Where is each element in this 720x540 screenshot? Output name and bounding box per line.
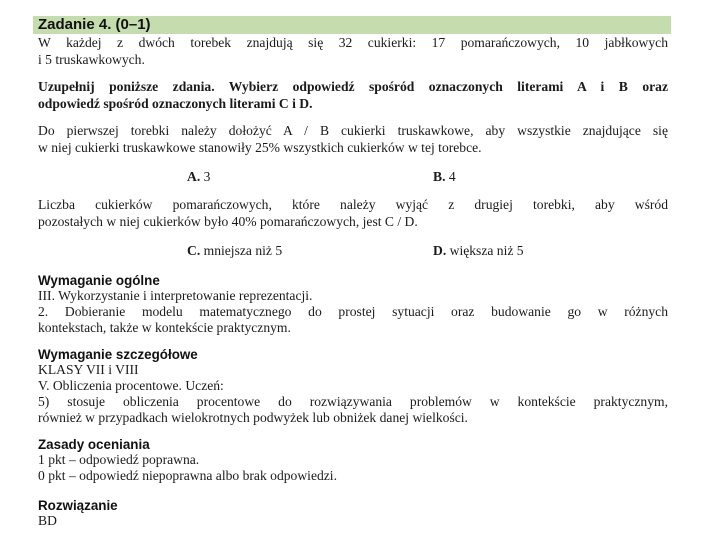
- detailed-requirement-body: [38, 362, 668, 426]
- intro-line: i 5 truskawkowych.: [38, 51, 145, 67]
- task-intro: [38, 35, 668, 68]
- requirement-line: 5) stosuje obliczenia procentowe do rozwiązywania problemów w kontekście praktycznym,: [38, 394, 668, 409]
- requirement-line: kontekstach, także w kontekście praktycznym.: [38, 320, 291, 335]
- intro-line: W każdej z dwóch torebek znajdują się 32 cukierki: 17 pomarańczowych, 10 jabłkowych: [38, 35, 668, 50]
- question-1-line: Do pierwszej torebki należy dołożyć A / B cukierki truskawkowe, aby wszystkie znajdujące się: [38, 123, 668, 138]
- scoring-line: 1 pkt – odpowiedź poprawna.: [38, 452, 200, 467]
- option-a: [187, 169, 210, 185]
- instruction-line: odpowiedź spośród oznaczonych literami C i D.: [38, 95, 313, 111]
- option-text: 4: [448, 169, 456, 184]
- option-letter: A.: [187, 169, 201, 184]
- option-b: [433, 169, 456, 185]
- solution-answer: BD: [38, 513, 57, 528]
- question-2-line: pozostałych w niej cukierków było 40% pomarańczowych, jest C / D.: [38, 213, 418, 229]
- solution-body: [38, 513, 668, 529]
- detailed-requirement-heading: Wymaganie szczegółowe: [38, 347, 198, 362]
- question-1-text: [38, 123, 668, 156]
- question-2-line: Liczba cukierków pomarańczowych, które należy wyjąć z drugiej torebki, aby wśród: [38, 197, 668, 212]
- option-d: [433, 243, 524, 259]
- scoring-line: 0 pkt – odpowiedź niepoprawna albo brak odpowiedzi.: [38, 468, 337, 483]
- option-letter: C.: [187, 243, 201, 258]
- general-requirement-body: [38, 288, 668, 336]
- requirement-line: 2. Dobieranie modelu matematycznego do prostej sytuacji oraz budowanie go w różnych: [38, 304, 668, 319]
- general-requirement-heading: Wymaganie ogólne: [38, 273, 160, 288]
- requirement-line: V. Obliczenia procentowe. Uczeń:: [38, 378, 224, 393]
- option-letter: B.: [433, 169, 446, 184]
- requirement-line: KLASY VII i VIII: [38, 362, 139, 377]
- scoring-body: [38, 452, 668, 484]
- requirement-line: również w przypadkach wielokrotnych podwyżek lub obniżek danej wielkości.: [38, 410, 468, 425]
- question-1-line: w niej cukierki truskawkowe stanowiły 25% wszystkich cukierków w tej torebce.: [38, 139, 482, 155]
- solution-heading: Rozwiązanie: [38, 498, 118, 513]
- option-c: [187, 243, 282, 259]
- question-2-text: [38, 197, 668, 230]
- instruction-line: Uzupełnij poniższe zdania. Wybierz odpowiedź spośród oznaczonych literami A i B oraz: [38, 79, 668, 94]
- option-text: większa niż 5: [449, 243, 524, 258]
- requirement-line: III. Wykorzystanie i interpretowanie reprezentacji.: [38, 288, 313, 303]
- task-title: Zadanie 4. (0–1): [38, 16, 151, 33]
- task-instruction: [38, 79, 668, 112]
- scoring-heading: Zasady oceniania: [38, 437, 150, 452]
- option-letter: D.: [433, 243, 447, 258]
- option-text: mniejsza niż 5: [203, 243, 283, 258]
- option-text: 3: [203, 169, 211, 184]
